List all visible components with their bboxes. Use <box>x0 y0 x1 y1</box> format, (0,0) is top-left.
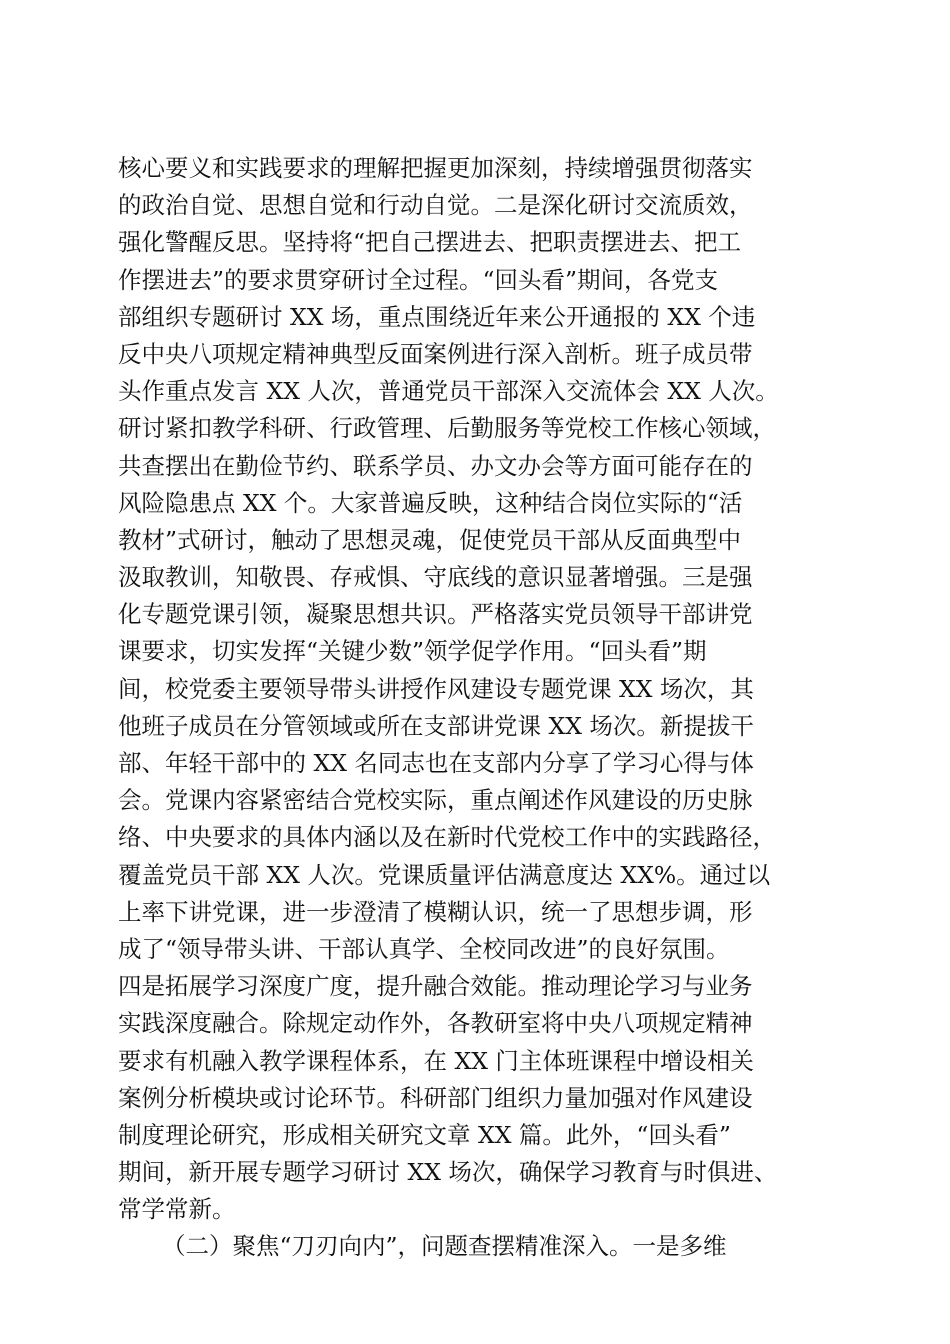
text-line: 的政治自觉、思想自觉和行动自觉。二是深化研讨交流质效， <box>118 191 753 220</box>
text-line: 部、年轻干部中的 XX 名同志也在支部内分享了学习心得与体 <box>118 749 754 777</box>
text-line: 课要求，切实发挥“关键少数”领学促学作用。“回头看”期 <box>118 637 707 666</box>
text-line: 实践深度融合。除规定动作外，各教研室将中央八项规定精神 <box>118 1009 753 1038</box>
text-line: 四是拓展学习深度广度，提升融合效能。推动理论学习与业务 <box>118 972 753 1001</box>
text-line: 部组织专题研讨 XX 场，重点围绕近年来公开通报的 XX 个违 <box>118 302 756 331</box>
text-line: 汲取教训，知敬畏、存戒惧、守底线的意识显著增强。三是强 <box>118 563 753 592</box>
text-line: 强化警醒反思。坚持将“把自己摆进去、把职责摆进去、把工 <box>118 228 742 257</box>
text-line: 作摆进去”的要求贯穿研讨全过程。“回头看”期间，各党支 <box>118 265 719 294</box>
body-text <box>118 150 838 1266</box>
text-line: 上率下讲党课，进一步澄清了模糊认识，统一了思想步调，形 <box>118 897 753 926</box>
text-line: 反中央八项规定精神典型反面案例进行深入剖析。班子成员带 <box>118 339 753 368</box>
text-line: 要求有机融入教学课程体系，在 XX 门主体班课程中增设相关 <box>118 1046 754 1075</box>
text-line: 络、中央要求的具体内涵以及在新时代党校工作中的实践路径， <box>118 823 776 852</box>
text-line: 头作重点发言 XX 人次，普通党员干部深入交流体会 XX 人次。 <box>118 377 779 406</box>
text-line: 化专题党课引领，凝聚思想共识。严格落实党员领导干部讲党 <box>118 600 753 629</box>
text-line: 共查摆出在勤俭节约、联系学员、办文办会等方面可能存在的 <box>118 451 753 480</box>
text-line: 核心要义和实践要求的理解把握更加深刻，持续增强贯彻落实 <box>118 154 753 182</box>
text-line: 覆盖党员干部 XX 人次。党课质量评估满意度达 XX%。通过以 <box>118 860 771 889</box>
section-heading: （二）聚焦“刀刃向内”，问题查摆精准深入。一是多维 <box>162 1232 727 1261</box>
text-line: 研讨紧扣教学科研、行政管理、后勤服务等党校工作核心领域， <box>118 414 776 443</box>
text-line: 案例分析模块或讨论环节。科研部门组织力量加强对作风建设 <box>118 1083 753 1112</box>
text-line: 期间，新开展专题学习研讨 XX 场次，确保学习教育与时俱进、 <box>118 1158 778 1187</box>
text-line: 会。党课内容紧密结合党校实际，重点阐述作风建设的历史脉 <box>118 786 753 815</box>
text-line: 常学常新。 <box>118 1195 236 1224</box>
text-line: 间，校党委主要领导带头讲授作风建设专题党课 XX 场次，其 <box>118 674 754 703</box>
text-line: 风险隐患点 XX 个。大家普遍反映，这种结合岗位实际的“活 <box>118 488 743 517</box>
text-line: 成了“领导带头讲、干部认真学、全校同改进”的良好氛围。 <box>118 934 730 963</box>
text-line: 制度理论研究，形成相关研究文章 XX 篇。此外，“回头看” <box>118 1120 731 1149</box>
text-line: 教材”式研讨，触动了思想灵魂，促使党员干部从反面典型中 <box>118 525 742 554</box>
text-line: 他班子成员在分管领域或所在支部讲党课 XX 场次。新提拔干 <box>118 711 754 740</box>
